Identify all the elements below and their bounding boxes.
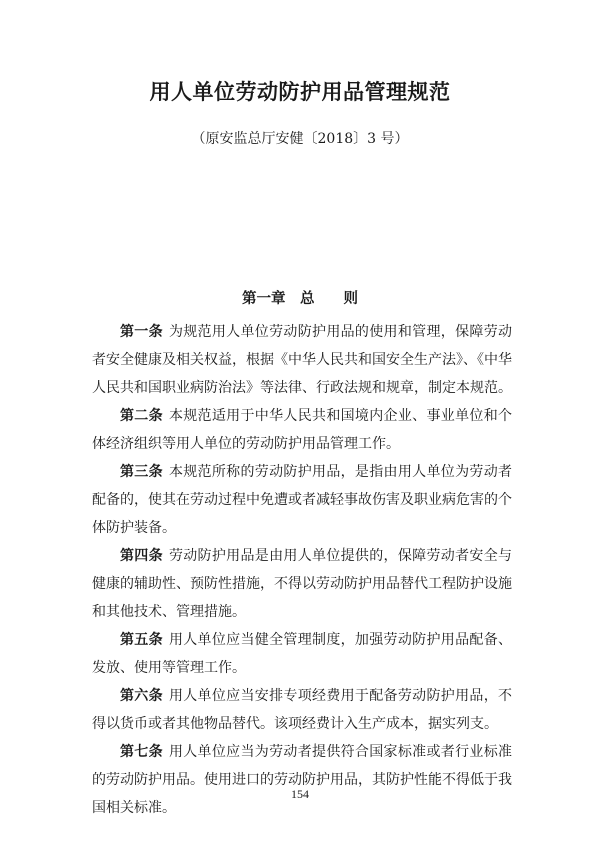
article-text: 用人单位应当安排专项经费用于配备劳动防护用品，不得以货币或者其他物品替代。该项经费计入生产成本，据实列支。: [92, 688, 513, 732]
article-number: 第四条: [120, 548, 163, 564]
article-text: 用人单位应当健全管理制度，加强劳动防护用品配备、发放、使用等管理工作。: [92, 632, 513, 676]
article-text: 本规范所称的劳动防护用品，是指由用人单位为劳动者配备的，使其在劳动过程中免遭或者减轻事故伤害及职业病危害的个体防护装备。: [92, 464, 513, 536]
page-number: 154: [291, 787, 309, 801]
article-text: 本规范适用于中华人民共和国境内企业、事业单位和个体经济组织等用人单位的劳动防护用品管理工作。: [92, 408, 513, 452]
article-number: 第一条: [120, 324, 163, 340]
article-7: [92, 738, 512, 822]
article-number: 第二条: [120, 408, 163, 424]
article-6: [92, 682, 512, 738]
article-text: 用人单位应当为劳动者提供符合国家标准或者行业标准的劳动防护用品。使用进口的劳动防护用品，其防护性能不得低于我国相关标准。: [92, 744, 513, 816]
document-subtitle: （原安监总厅安健〔2018〕3 号）: [191, 131, 409, 147]
document-title: 用人单位劳动防护用品管理规范: [149, 80, 451, 104]
article-number: 第五条: [120, 632, 163, 648]
article-number: 第三条: [120, 464, 163, 480]
article-4: [92, 542, 512, 626]
article-1: [92, 318, 512, 402]
article-text: 劳动防护用品是由用人单位提供的，保障劳动者安全与健康的辅助性、预防性措施，不得以劳动防护用品替代工程防护设施和其他技术、管理措施。: [92, 548, 513, 620]
article-number: 第六条: [120, 688, 163, 704]
chapter-heading: 第一章 总 则: [242, 291, 358, 307]
article-number: 第七条: [120, 744, 163, 760]
article-2: [92, 402, 512, 458]
article-text: 为规范用人单位劳动防护用品的使用和管理，保障劳动者安全健康及相关权益，根据《中华人民共和国安全生产法》、《中华人民共和国职业病防治法》等法律、行政法规和规章，制定本规范。: [92, 324, 513, 396]
article-5: [92, 626, 512, 682]
article-list: [92, 318, 512, 822]
article-3: [92, 458, 512, 542]
